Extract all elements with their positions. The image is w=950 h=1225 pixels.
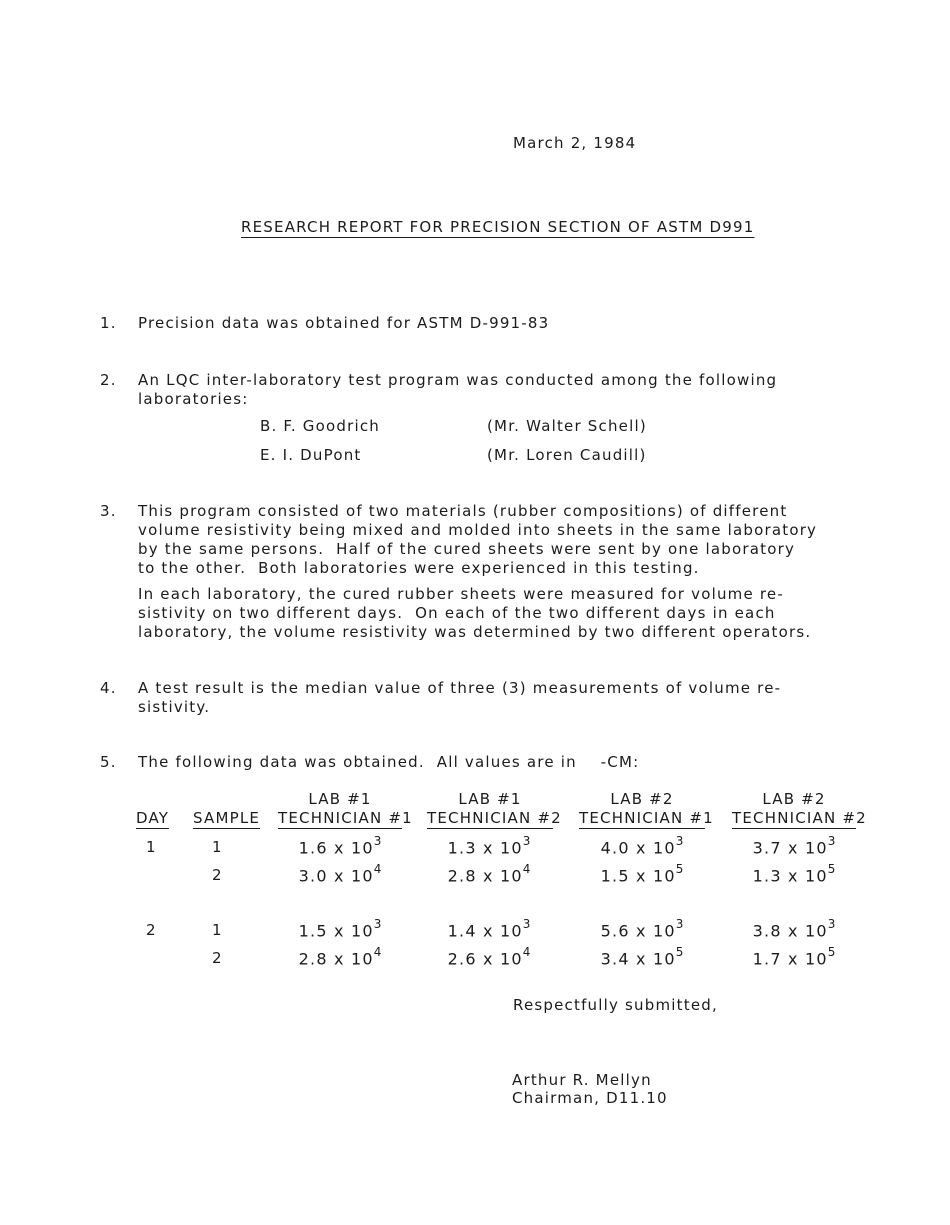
row-4-cell-3: 3.4 x $10^5$ (600, 945, 684, 969)
row-1-cell-3: 4.0 x $10^3$ (600, 834, 684, 858)
col-header-3-top: LAB #2 (610, 790, 674, 808)
date: March 2, 1984 (513, 134, 637, 152)
item-3-cont-line-3: laboratory, the volume resistivity was determined by two different operators. (138, 623, 812, 641)
item-2-line-1: An LQC inter-laboratory test program was conducted among the following (138, 371, 778, 389)
item-3-line-3: by the same persons. Half of the cured sheets were sent by one laboratory (138, 540, 796, 558)
lab-contact-2: (Mr. Loren Caudill) (487, 446, 647, 464)
row-3-day: 2 (146, 921, 157, 939)
col-header-1-top: LAB #1 (308, 790, 372, 808)
item-number-1: 1. (100, 314, 117, 332)
row-1-cell-1: 1.6 x $10^3$ (298, 834, 382, 858)
col-header-4-top: LAB #2 (762, 790, 826, 808)
sample-header: SAMPLE (193, 809, 261, 827)
row-4-cell-2: 2.6 x $10^4$ (447, 945, 531, 969)
item-3-cont-line-2: sistivity on two different days. On each of the two different days in each (138, 604, 776, 622)
item-3-line-2: volume resistivity being mixed and molded into sheets in the same laboratory (138, 521, 818, 539)
row-3-cell-4: 3.8 x $10^3$ (752, 917, 836, 941)
row-3-cell-3: 5.6 x $10^3$ (600, 917, 684, 941)
item-3-line-1: This program consisted of two materials (rubber compositions) of different (138, 502, 788, 520)
row-4-sample: 2 (212, 949, 223, 967)
item-number-3: 3. (100, 502, 117, 520)
row-4-cell-4: 1.7 x $10^5$ (752, 945, 836, 969)
item-2-line-2: laboratories: (138, 390, 249, 408)
signer-name: Arthur R. Mellyn (512, 1071, 652, 1089)
item-number-2: 2. (100, 371, 117, 389)
item-number-4: 4. (100, 679, 117, 697)
item-3-line-4: to the other. Both laboratories were experienced in this testing. (138, 559, 700, 577)
lab-name-2: E. I. DuPont (260, 446, 362, 464)
item-5-text: The following data was obtained. All values are in -CM: (138, 753, 640, 771)
row-3-sample: 1 (212, 921, 223, 939)
row-2-cell-1: 3.0 x $10^4$ (298, 862, 382, 886)
col-header-1-bottom: TECHNICIAN #1 (278, 809, 413, 827)
item-3-cont-line-1: In each laboratory, the cured rubber sheets were measured for volume re- (138, 585, 784, 603)
lab-contact-1: (Mr. Walter Schell) (487, 417, 647, 435)
row-3-cell-2: 1.4 x $10^3$ (447, 917, 531, 941)
item-number-5: 5. (100, 753, 117, 771)
item-4-line-1: A test result is the median value of three (3) measurements of volume re- (138, 679, 782, 697)
col-header-2-top: LAB #1 (458, 790, 522, 808)
closing-text: Respectfully submitted, (513, 996, 718, 1014)
item-4-line-2: sistivity. (138, 698, 211, 716)
col-header-2-bottom: TECHNICIAN #2 (427, 809, 562, 827)
item-1-text: Precision data was obtained for ASTM D-991-83 (138, 314, 550, 332)
lab-name-1: B. F. Goodrich (260, 417, 380, 435)
row-4-cell-1: 2.8 x $10^4$ (298, 945, 382, 969)
row-2-cell-4: 1.3 x $10^5$ (752, 862, 836, 886)
row-1-sample: 1 (212, 838, 223, 856)
signer-role: Chairman, D11.10 (512, 1089, 668, 1107)
report-title: RESEARCH REPORT FOR PRECISION SECTION OF ASTM D991 (241, 218, 755, 236)
row-1-day: 1 (146, 838, 157, 856)
col-header-4-bottom: TECHNICIAN #2 (732, 809, 867, 827)
row-2-cell-2: 2.8 x $10^4$ (447, 862, 531, 886)
row-2-sample: 2 (212, 866, 223, 884)
row-1-cell-4: 3.7 x $10^3$ (752, 834, 836, 858)
row-2-cell-3: 1.5 x $10^5$ (600, 862, 684, 886)
col-header-3-bottom: TECHNICIAN #1 (579, 809, 714, 827)
row-3-cell-1: 1.5 x $10^3$ (298, 917, 382, 941)
row-1-cell-2: 1.3 x $10^3$ (447, 834, 531, 858)
day-header: DAY (136, 809, 170, 827)
